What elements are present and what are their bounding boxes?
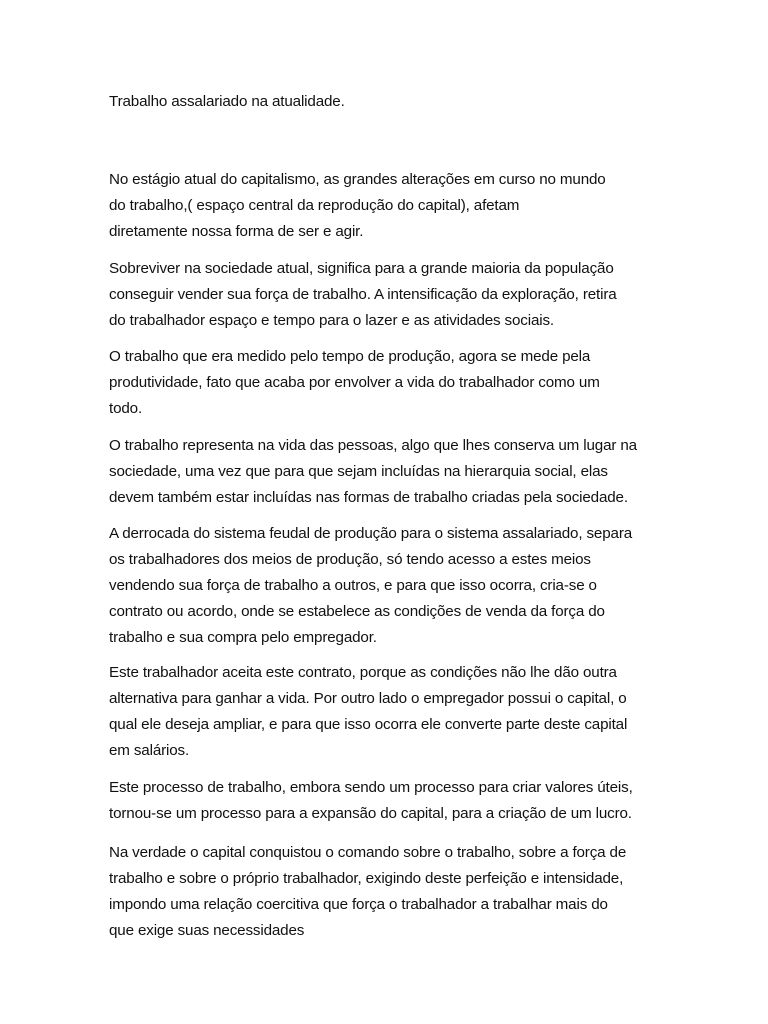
paragraph [109,167,606,245]
text-line: que exige suas necessidades [109,922,305,939]
paragraph [109,344,600,422]
text-line: alternativa para ganhar a vida. Por outro lado o empregador possui o capital, o [109,690,627,707]
text-line: qual ele deseja ampliar, e para que isso ocorra ele converte parte deste capital [109,716,628,733]
text-line: Na verdade o capital conquistou o comando sobre o trabalho, sobre a força de [109,844,627,861]
text-line: Este processo de trabalho, embora sendo um processo para criar valores úteis, [109,779,633,796]
text-line: em salários. [109,742,190,759]
text-line: O trabalho que era medido pelo tempo de produção, agora se mede pela [109,348,591,365]
text-line: impondo uma relação coercitiva que força o trabalhador a trabalhar mais do [109,896,608,913]
text-line: diretamente nossa forma de ser e agir. [109,223,364,240]
text-line: trabalho e sua compra pelo empregador. [109,629,377,646]
text-line: do trabalhador espaço e tempo para o lazer e as atividades sociais. [109,312,555,329]
text-line: vendendo sua força de trabalho a outros, e para que isso ocorra, cria-se o [109,577,597,594]
text-line: Sobreviver na sociedade atual, significa para a grande maioria da população [109,260,614,277]
text-line: trabalho e sobre o próprio trabalhador, exigindo deste perfeição e intensidade, [109,870,624,887]
text-line: sociedade, uma vez que para que sejam incluídas na hierarquia social, elas [109,463,608,480]
text-line: devem também estar incluídas nas formas de trabalho criadas pela sociedade. [109,489,628,506]
text-line: A derrocada do sistema feudal de produção para o sistema assalariado, separa [109,525,633,542]
text-line: do trabalho,( espaço central da reprodução do capital), afetam [109,197,520,214]
text-line: os trabalhadores dos meios de produção, só tendo acesso a estes meios [109,551,591,568]
document-title: Trabalho assalariado na atualidade. [109,93,345,110]
text-line: contrato ou acordo, onde se estabelece as condições de venda da força do [109,603,605,620]
text-line: conseguir vender sua força de trabalho. A intensificação da exploração, retira [109,286,617,303]
text-line: todo. [109,400,143,417]
text-line: produtividade, fato que acaba por envolver a vida do trabalhador como um [109,374,600,391]
paragraph [109,840,626,944]
text-line: No estágio atual do capitalismo, as grandes alterações em curso no mundo [109,171,606,188]
paragraph [109,521,632,651]
text-line: Este trabalhador aceita este contrato, porque as condições não lhe dão outra [109,664,617,681]
text-line: O trabalho representa na vida das pessoas, algo que lhes conserva um lugar na [109,437,637,454]
paragraph [109,256,617,334]
paragraph [109,775,633,827]
text-line: tornou-se um processo para a expansão do capital, para a criação de um lucro. [109,805,632,822]
paragraph [109,433,637,511]
paragraph [109,660,627,764]
